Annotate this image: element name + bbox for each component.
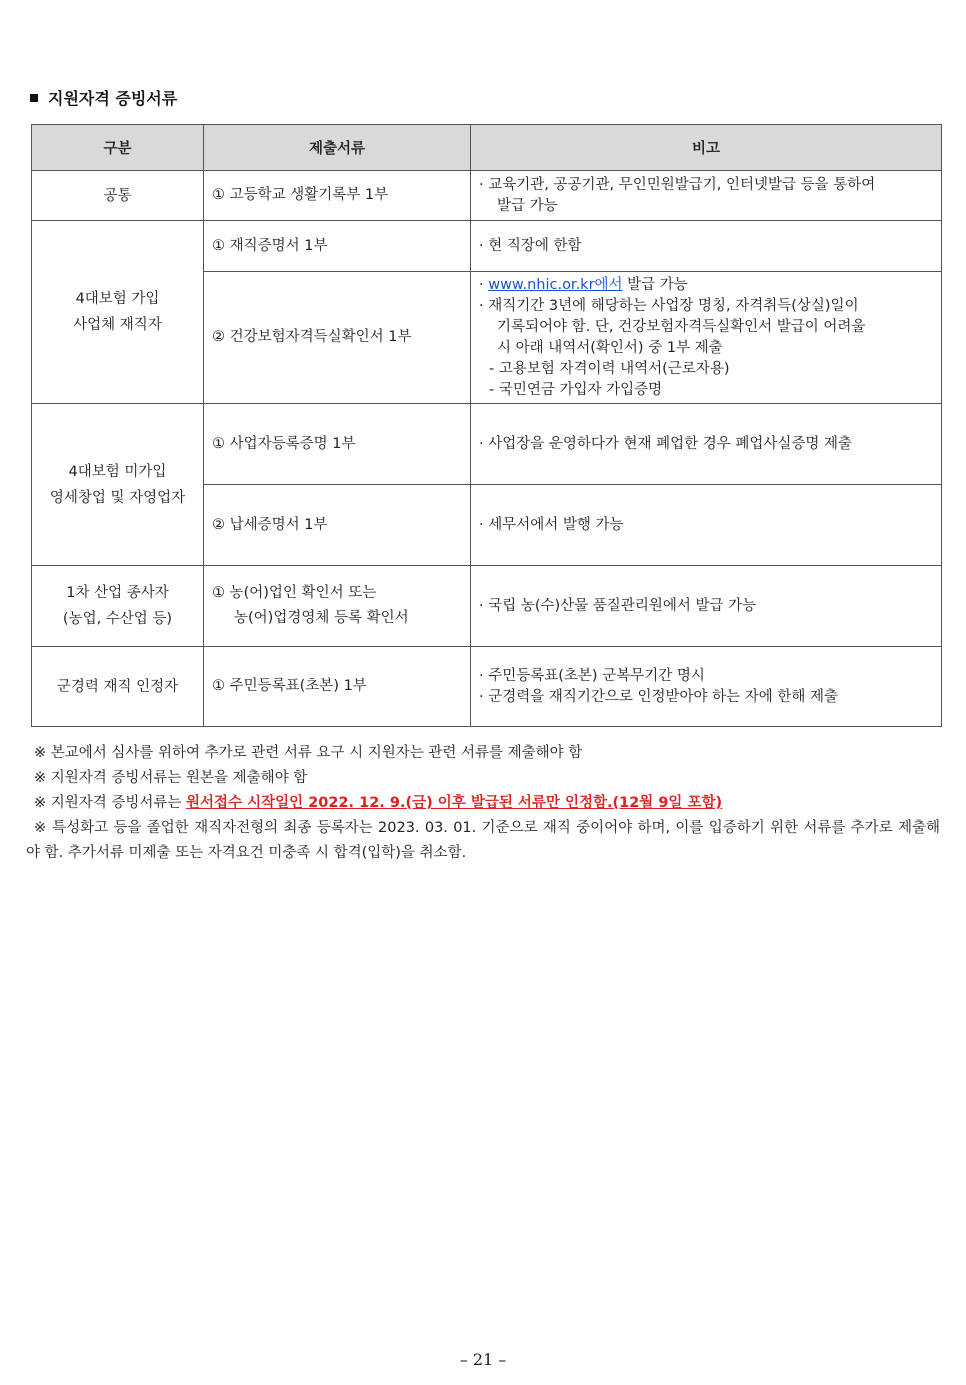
category-line: 4대보험 미가입 bbox=[68, 463, 167, 480]
doc-line: 농(어)업경영체 등록 확인서 bbox=[234, 610, 409, 626]
doc-line: ① 농(어)업인 확인서 또는 bbox=[212, 585, 377, 601]
page-number: – 21 – bbox=[459, 1350, 507, 1369]
doc-farmer-certificate bbox=[204, 566, 471, 647]
note-resident-registration bbox=[471, 647, 942, 727]
note-line: · 군경력을 재직기간으로 인정받아야 하는 자에 한해 제출 bbox=[479, 688, 839, 705]
section-title-text: 지원자격 증빙서류 bbox=[48, 89, 178, 108]
square-bullet-icon bbox=[30, 94, 38, 102]
category-line: 사업체 재직자 bbox=[73, 317, 162, 333]
doc-employment-certificate: ① 재직증명서 1부 bbox=[204, 221, 471, 272]
note-tax-certificate: · 세무서에서 발행 가능 bbox=[471, 485, 942, 566]
footnote-final-registrant: ※ 특성화고 등을 졸업한 재직자전형의 최종 등록자는 2023. 03. 01. 기준으로 재직 중이어야 하며, 이를 입증하기 위한 서류를 추가로 제출해야 함. 추가서류 미제출 또는 자격요건 미충족 시 합격(입학)을 취소함. bbox=[26, 820, 940, 861]
table-header-row bbox=[32, 125, 942, 171]
footnote-issue-date bbox=[26, 791, 940, 816]
note-line: 시 아래 내역서(확인서) 중 1부 제출 bbox=[497, 339, 723, 356]
header-remarks: 비고 bbox=[471, 125, 942, 171]
note-line: · 주민등록표(초본) 군복무기간 명시 bbox=[479, 667, 705, 684]
note-farmer-certificate: · 국립 농(수)산물 품질관리원에서 발급 가능 bbox=[471, 566, 942, 647]
category-military: 군경력 재직 인정자 bbox=[32, 647, 204, 727]
category-insured bbox=[32, 221, 204, 404]
table-row-insured-1 bbox=[32, 221, 942, 272]
category-line: 4대보험 가입 bbox=[75, 291, 160, 307]
category-line: 1차 산업 종사자 bbox=[66, 585, 169, 601]
doc-common: ① 고등학교 생활기록부 1부 bbox=[204, 171, 471, 221]
doc-health-insurance: ② 건강보험자격득실확인서 1부 bbox=[204, 272, 471, 404]
note-line: 기록되어야 함. 단, 건강보험자격득실확인서 발급이 어려울 bbox=[497, 318, 866, 335]
footnote-original: ※ 지원자격 증빙서류는 원본을 제출해야 함 bbox=[34, 770, 308, 786]
category-line: (농업, 수산업 등) bbox=[62, 611, 173, 627]
doc-tax-certificate: ② 납세증명서 1부 bbox=[204, 485, 471, 566]
header-documents: 제출서류 bbox=[204, 125, 471, 171]
note-business-registration: · 사업장을 운영하다가 현재 폐업한 경우 폐업사실증명 제출 bbox=[471, 404, 942, 485]
note-line bbox=[479, 275, 933, 296]
note-link-suffix: 발급 가능 bbox=[622, 276, 688, 293]
note-common bbox=[471, 171, 942, 221]
table-row-common bbox=[32, 171, 942, 221]
note-line: - 고용보험 자격이력 내역서(근로자용) bbox=[489, 360, 730, 377]
nhic-link[interactable]: www.nhic.or.kr에서 bbox=[488, 276, 623, 293]
category-primary-industry bbox=[32, 566, 204, 647]
note-line: · 재직기간 3년에 해당하는 사업장 명칭, 자격취득(상실)일이 bbox=[479, 297, 859, 314]
footnote-issue-date-highlight: 원서접수 시작일인 2022. 12. 9.(금) 이후 발급된 서류만 인정함.(12월 9일 포함) bbox=[186, 795, 723, 811]
category-line: 영세창업 및 자영업자 bbox=[49, 489, 186, 506]
note-line: · 교육기관, 공공기관, 무인민원발급기, 인터넷발급 등을 통하여 bbox=[479, 176, 876, 193]
category-common: 공통 bbox=[32, 171, 204, 221]
section-title bbox=[30, 86, 177, 109]
category-uninsured bbox=[32, 404, 204, 566]
table-row-military bbox=[32, 647, 942, 727]
note-employment-certificate: · 현 직장에 한함 bbox=[471, 221, 942, 272]
header-category: 구분 bbox=[32, 125, 204, 171]
note-health-insurance bbox=[471, 272, 942, 404]
documents-table bbox=[31, 124, 942, 727]
table-row-uninsured-1 bbox=[32, 404, 942, 485]
doc-business-registration: ① 사업자등록증명 1부 bbox=[204, 404, 471, 485]
note-line: - 국민연금 가입자 가입증명 bbox=[489, 381, 663, 398]
note-line: 발급 가능 bbox=[497, 197, 558, 214]
footnote-review: ※ 본교에서 심사를 위하여 추가로 관련 서류 요구 시 지원자는 관련 서류를 제출해야 함 bbox=[34, 745, 583, 761]
doc-resident-registration: ① 주민등록표(초본) 1부 bbox=[204, 647, 471, 727]
footnotes bbox=[26, 741, 940, 866]
note-bullet: · bbox=[479, 276, 489, 293]
table-row-primary bbox=[32, 566, 942, 647]
footnote-issue-date-prefix: ※ 지원자격 증빙서류는 bbox=[34, 795, 187, 811]
